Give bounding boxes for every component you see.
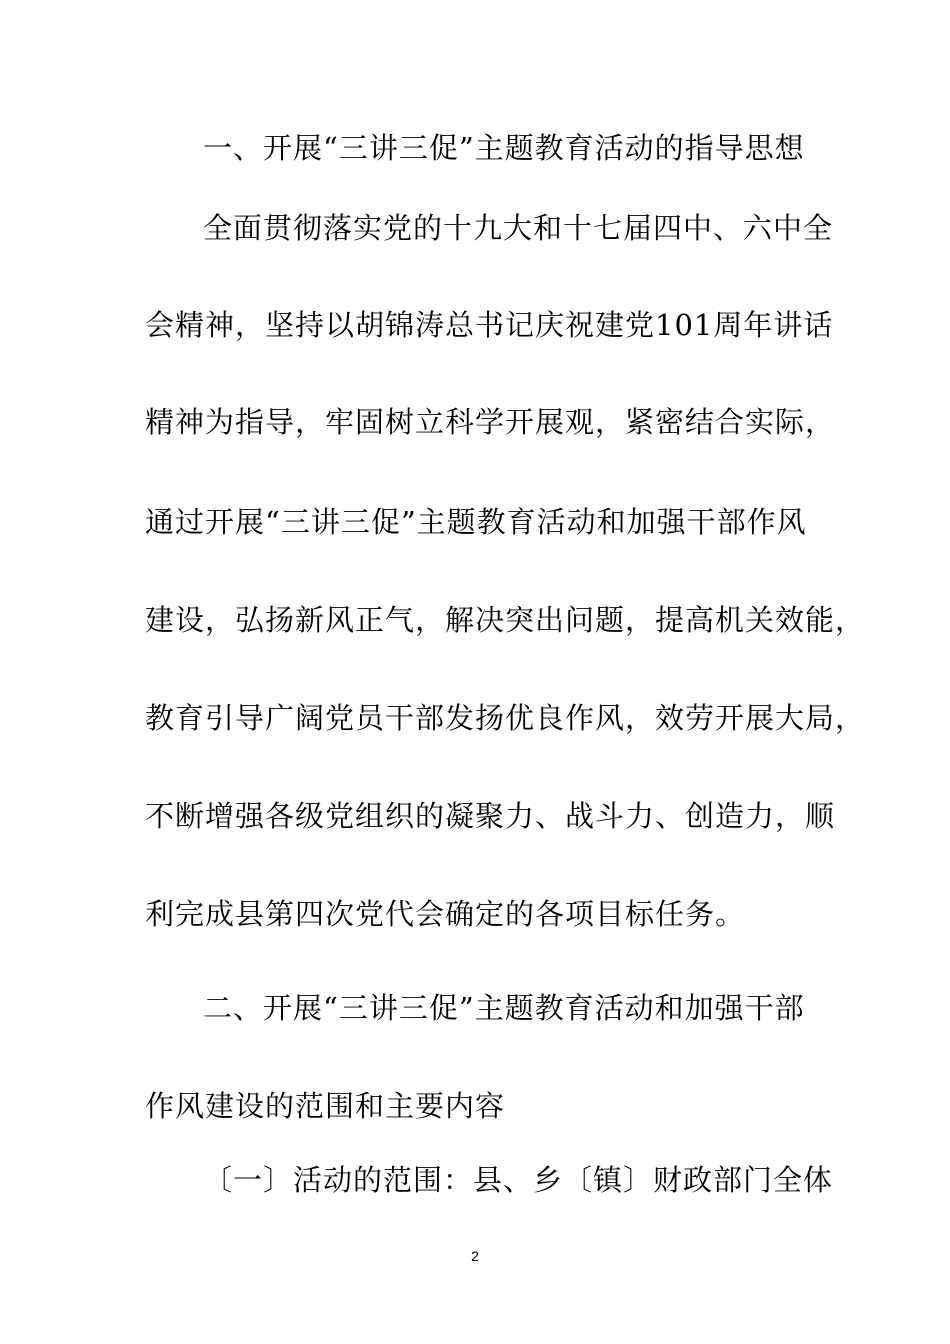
heading-section-2-continued: 作风建设的范围和主要内容 (145, 1089, 506, 1123)
heading-section-2: 二、开展“三讲三促”主题教育活动和加强干部 (203, 991, 805, 1025)
paragraph-line: 教育引导广阔党员干部发扬优良作风，效劳开展大局， (145, 701, 866, 735)
paragraph-line: 会精神，坚持以胡锦涛总书记庆祝建党101周年讲话 (145, 308, 834, 342)
paragraph-line: 全面贯彻落实党的十九大和十七届四中、六中全 (203, 211, 834, 245)
paragraph-line: 不断增强各级党组织的凝聚力、战斗力、创造力，顺 (145, 799, 836, 833)
paragraph-line: 利完成县第四次党代会确定的各项目标任务。 (145, 897, 746, 931)
paragraph-line: 精神为指导，牢固树立科学开展观，紧密结合实际， (145, 405, 836, 439)
subheading-line: 〔一〕活动的范围：县、乡〔镇〕财政部门全体 (203, 1163, 834, 1197)
paragraph-line: 通过开展“三讲三促”主题教育活动和加强干部作风 (145, 505, 807, 539)
paragraph-line: 建设，弘扬新风正气，解决突出问题，提高机关效能， (145, 603, 866, 637)
heading-section-1: 一、开展“三讲三促”主题教育活动的指导思想 (203, 131, 805, 165)
page-number: 2 (471, 1248, 479, 1264)
